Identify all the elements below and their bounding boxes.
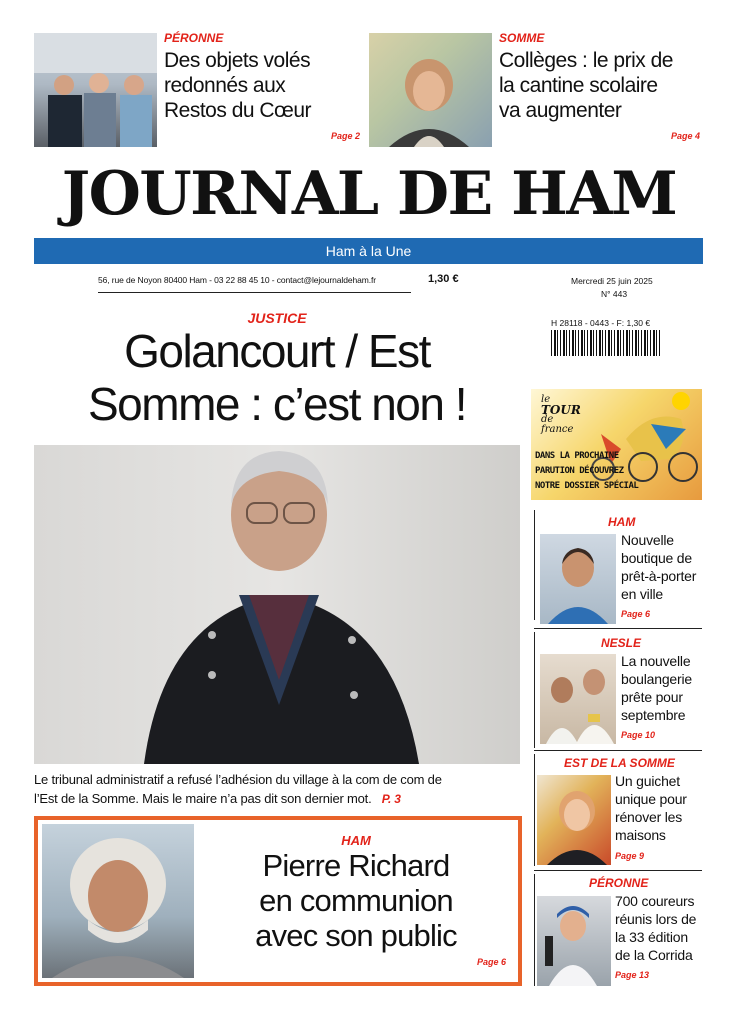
price: 1,30 € [428, 273, 459, 285]
side-title-line: prêt-à-porter [621, 568, 697, 584]
side-title-line: maisons [615, 827, 666, 843]
feature-headline-line: Pierre Richard [262, 848, 450, 883]
teaser-kicker: PÉRONNE [164, 31, 224, 45]
tour-ad-text [535, 449, 638, 494]
side-page-ref: Page 10 [621, 730, 656, 740]
side-title-line: unique pour [615, 791, 687, 807]
issue-number: N° 443 [601, 289, 628, 299]
side-page-ref: Page 6 [621, 609, 651, 619]
issue-date: Mercredi 25 juin 2025 [571, 276, 653, 286]
side-title-line: prête pour [621, 689, 683, 705]
tour-ad-line: NOTRE DOSSIER SPÉCIAL [535, 481, 639, 491]
feature-headline-line: en communion [259, 883, 453, 918]
teaser-title-line: Collèges : le prix de [499, 49, 673, 72]
teaser-photo-peronne[interactable] [34, 33, 157, 147]
side-rule [534, 750, 702, 751]
tour-logo-line: TOUR [541, 403, 581, 417]
side-kicker: NESLE [601, 636, 642, 650]
caption-page-ref[interactable]: P. 3 [381, 792, 401, 806]
side-title-line: de la Corrida [615, 947, 693, 963]
side-rule [534, 628, 702, 629]
side-title-line: rénover les [615, 809, 683, 825]
tour-logo-line: de [541, 414, 554, 425]
side-title[interactable] [621, 652, 711, 724]
section-band: Ham à la Une [34, 238, 703, 264]
side-photo-ham[interactable] [540, 534, 616, 624]
side-title-line: réunis lors de [615, 911, 697, 927]
side-title-line: Un guichet [615, 773, 680, 789]
barcode-text: H 28118 - 0443 - F: 1,30 € [551, 318, 651, 328]
main-kicker: JUSTICE [247, 310, 307, 326]
side-title-line: 700 coureurs [615, 893, 695, 909]
info-rule [98, 292, 411, 293]
main-caption [34, 770, 520, 809]
main-headline-line: Golancourt / Est [124, 325, 430, 377]
side-photo-nesle[interactable] [540, 654, 616, 744]
feature-headline[interactable] [196, 848, 516, 953]
tour-de-france-ad[interactable] [531, 389, 702, 500]
side-rule [534, 870, 702, 871]
caption-line: Le tribunal administratif a refusé l’adhésion du village à la com de com de [34, 772, 442, 787]
main-photo[interactable] [34, 445, 520, 764]
side-divider [534, 754, 535, 866]
side-divider [534, 874, 535, 986]
feature-kicker: HAM [341, 833, 371, 848]
side-title[interactable] [621, 531, 711, 603]
feature-page-ref: Page 6 [477, 957, 507, 967]
side-kicker: HAM [608, 515, 636, 529]
teaser-title[interactable] [499, 48, 709, 123]
side-title-line: Nouvelle [621, 532, 674, 548]
side-title[interactable] [615, 772, 711, 844]
side-title-line: la 33 édition [615, 929, 688, 945]
caption-line: l’Est de la Somme. Mais le maire n’a pas dit son dernier mot. [34, 791, 372, 806]
address-line: 56, rue de Noyon 80400 Ham - 03 22 88 45 10 - contact@lejournaldeham.fr [98, 275, 376, 285]
teaser-title[interactable] [164, 48, 364, 123]
tour-ad-line: PARUTION DÉCOUVREZ [535, 466, 624, 476]
teaser-page-ref: Page 2 [331, 131, 361, 141]
tour-ad-line: DANS LA PROCHAINE [535, 451, 619, 461]
teaser-title-line: Des objets volés [164, 49, 311, 72]
side-title-line: en ville [621, 586, 663, 602]
side-page-ref: Page 9 [615, 851, 645, 861]
tour-logo [541, 395, 589, 435]
side-photo-est-somme[interactable] [537, 775, 611, 865]
side-title-line: boulangerie [621, 671, 692, 687]
side-photo-peronne[interactable] [537, 896, 611, 986]
tour-logo-line: le [541, 394, 551, 405]
teaser-title-line: Restos du Cœur [164, 99, 312, 122]
tour-logo-line: france [541, 424, 574, 435]
teaser-photo-somme[interactable] [369, 33, 492, 147]
teaser-page-ref: Page 4 [671, 131, 701, 141]
side-title-line: boutique de [621, 550, 692, 566]
side-title[interactable] [615, 892, 711, 964]
side-title-line: La nouvelle [621, 653, 691, 669]
masthead-title: JOURNAL DE HAM [61, 159, 677, 229]
side-kicker: PÉRONNE [589, 876, 649, 890]
teaser-title-line: va augmenter [499, 99, 622, 122]
teaser-title-line: la cantine scolaire [499, 74, 658, 97]
feature-photo[interactable] [42, 824, 194, 978]
teaser-title-line: redonnés aux [164, 74, 286, 97]
side-title-line: septembre [621, 707, 686, 723]
side-divider [534, 510, 535, 620]
main-headline[interactable] [34, 325, 520, 431]
side-divider [534, 632, 535, 748]
side-kicker: EST DE LA SOMME [564, 756, 675, 770]
teaser-kicker: SOMME [499, 31, 545, 45]
feature-headline-line: avec son public [255, 918, 457, 953]
main-headline-line: Somme : c’est non ! [88, 378, 466, 430]
barcode [551, 330, 661, 356]
side-page-ref: Page 13 [615, 970, 650, 980]
